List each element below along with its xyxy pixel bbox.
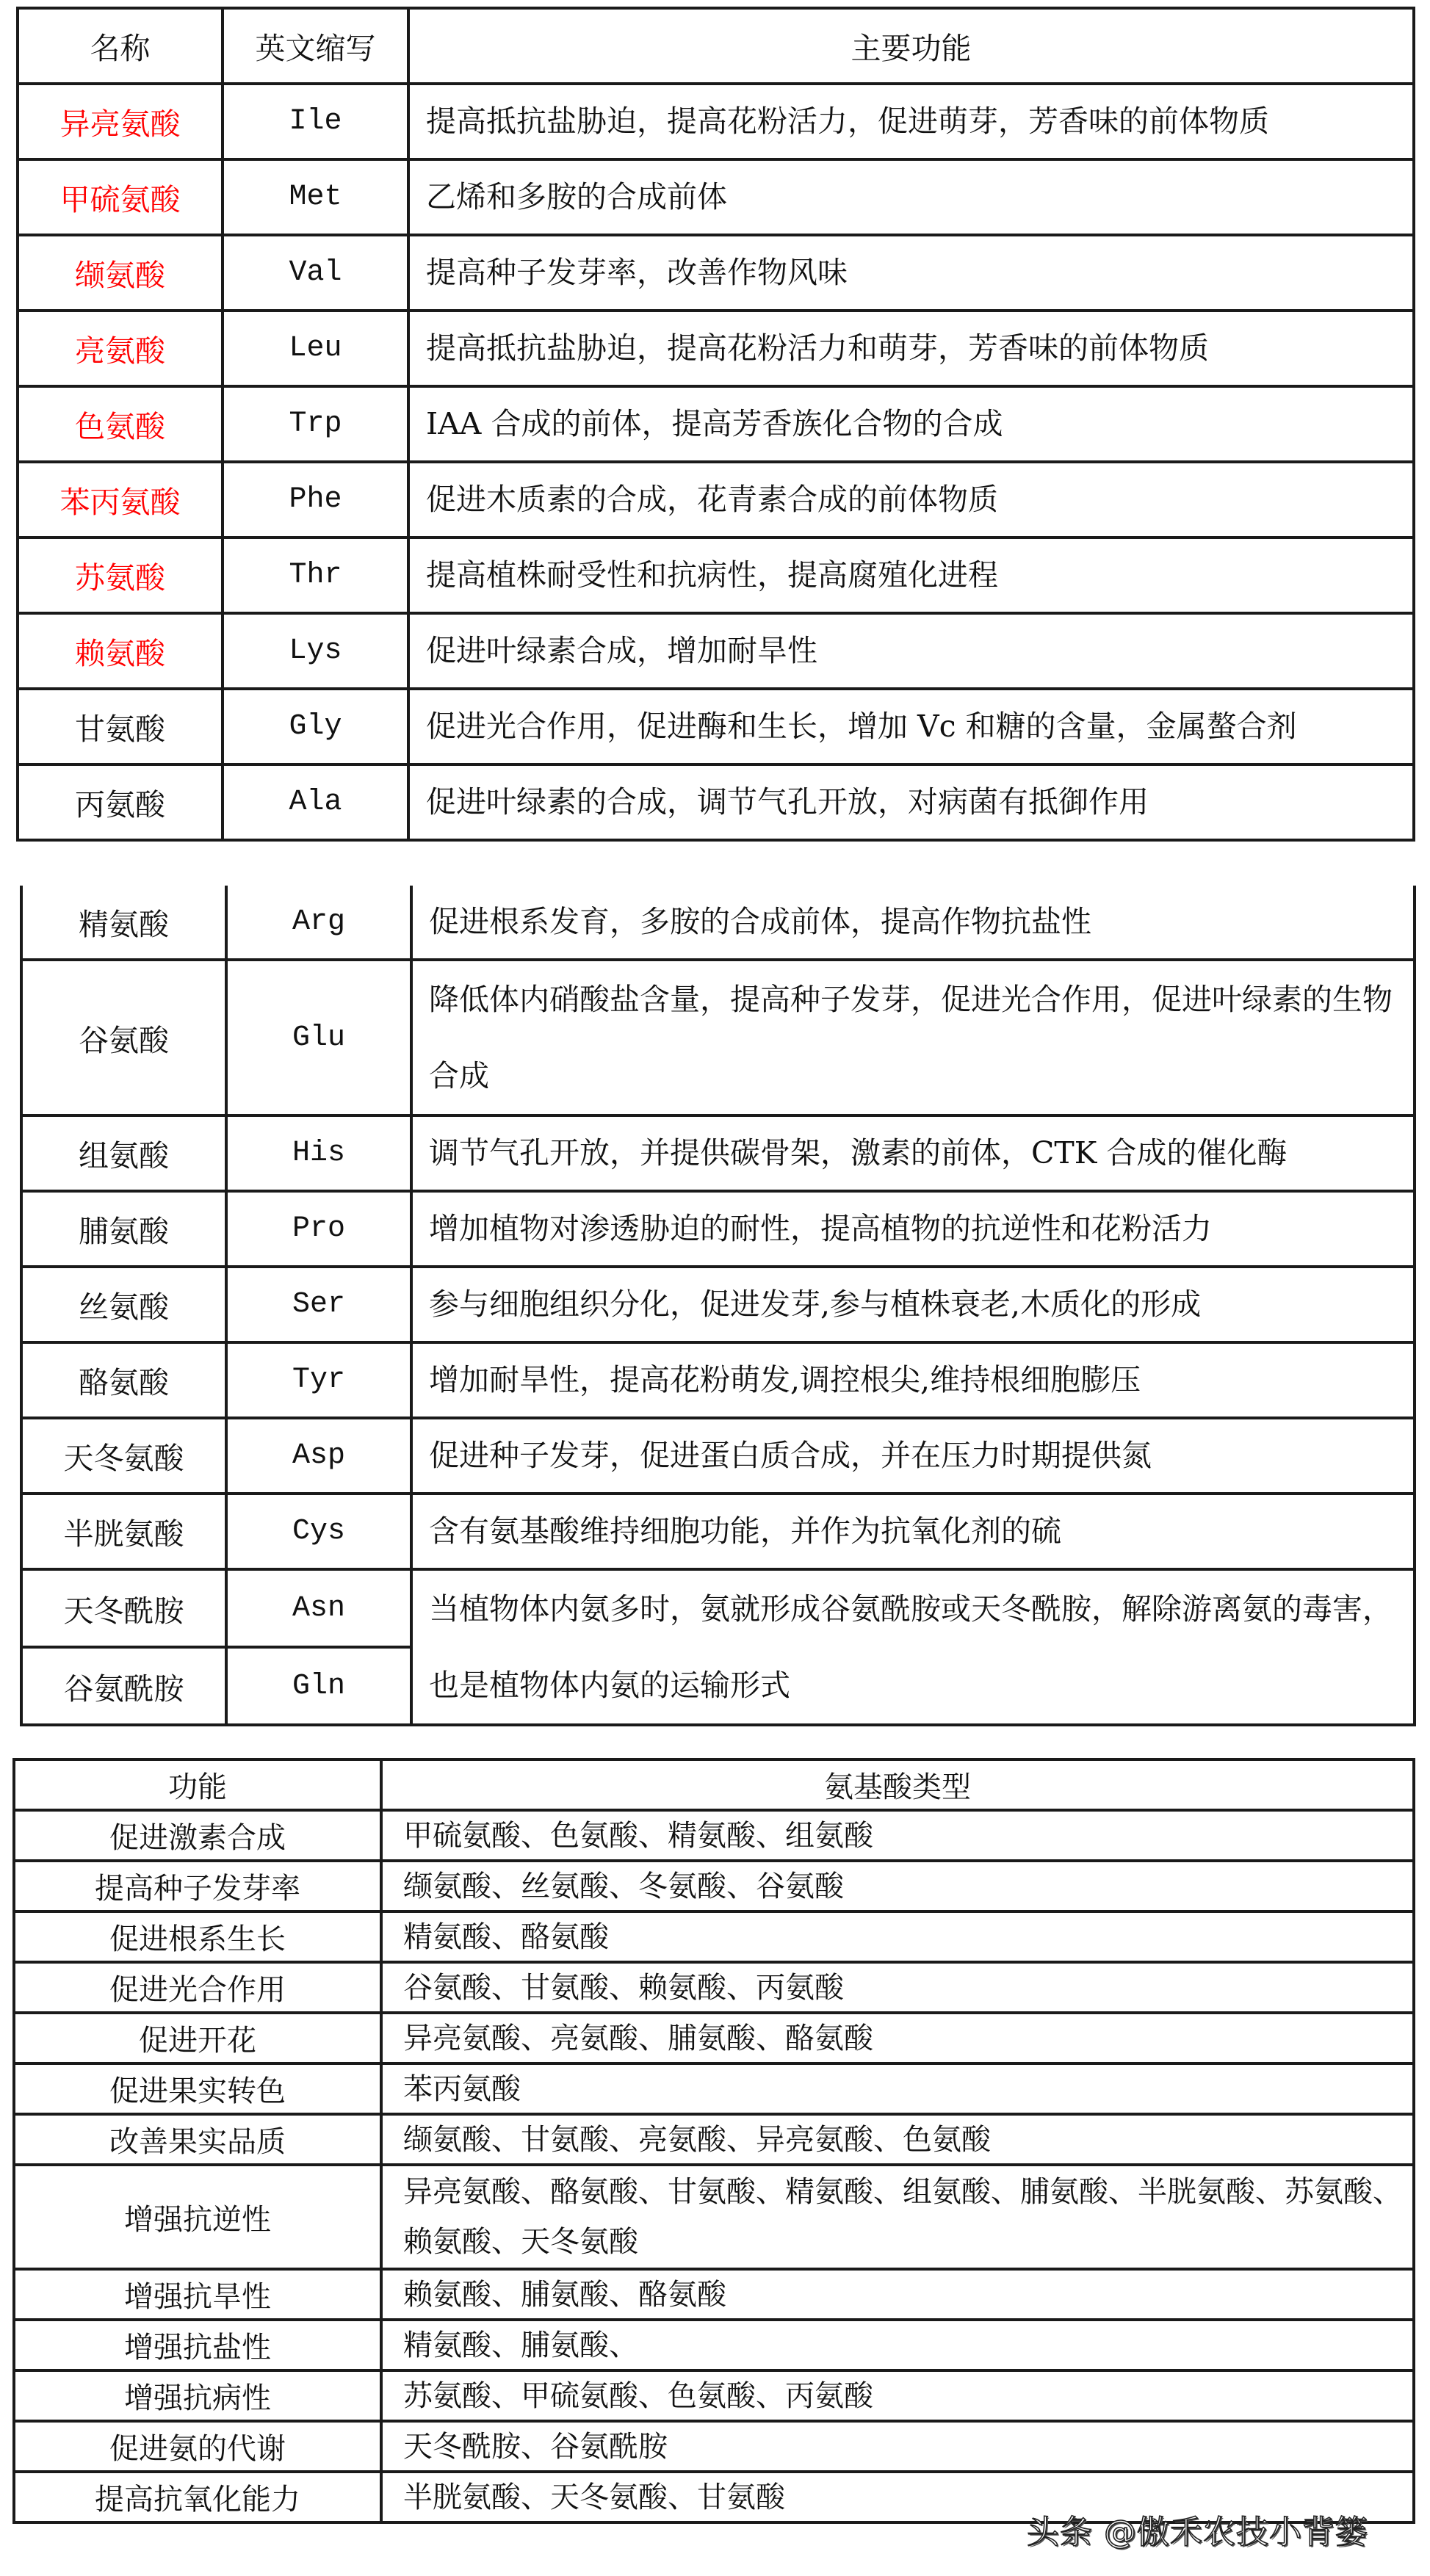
amino-acid-name: 半胱氨酸 <box>21 1494 226 1569</box>
function-label: 提高抗氧化能力 <box>14 2472 381 2522</box>
amino-acid-abbr: Gln <box>226 1647 411 1725</box>
amino-acid-list: 缬氨酸、甘氨酸、亮氨酸、异亮氨酸、色氨酸 <box>381 2114 1414 2165</box>
amino-acid-function: 参与细胞组织分化，促进发芽,参与植株衰老,木质化的形成 <box>411 1267 1415 1342</box>
amino-acid-name: 丝氨酸 <box>21 1267 226 1342</box>
table-row <box>21 1191 1415 1267</box>
amino-acid-name: 缬氨酸 <box>18 235 223 311</box>
table-row <box>18 462 1414 538</box>
table-row <box>18 235 1414 311</box>
amino-acid-name: 苯丙氨酸 <box>18 462 223 538</box>
amino-acid-function: 乙烯和多胺的合成前体 <box>408 159 1414 235</box>
table-header-row <box>14 1759 1414 1810</box>
amino-acid-abbr: Ile <box>223 84 408 159</box>
table-row <box>14 2165 1414 2269</box>
amino-acid-function: 促进叶绿素合成，增加耐旱性 <box>408 613 1414 689</box>
function-label: 促进激素合成 <box>14 1810 381 1861</box>
function-label: 促进果实转色 <box>14 2063 381 2114</box>
amino-acid-abbr: Ser <box>226 1267 411 1342</box>
amino-acid-abbr: Met <box>223 159 408 235</box>
table-row <box>18 159 1414 235</box>
table-row <box>21 960 1415 1115</box>
amino-acid-name: 谷氨酰胺 <box>21 1647 226 1725</box>
amino-acid-name: 甲硫氨酸 <box>18 159 223 235</box>
header-function: 主要功能 <box>408 8 1414 84</box>
amino-acid-abbr: Trp <box>223 386 408 462</box>
amino-acid-function: 提高抵抗盐胁迫，提高花粉活力，促进萌芽，芳香味的前体物质 <box>408 84 1414 159</box>
header-name: 名称 <box>18 8 223 84</box>
function-label: 增强抗病性 <box>14 2370 381 2421</box>
table-row <box>21 886 1415 960</box>
table-row <box>21 1569 1415 1647</box>
amino-acid-list: 半胱氨酸、天冬氨酸、甘氨酸 <box>381 2472 1414 2522</box>
amino-acid-function-merged: 当植物体内氨多时，氨就形成谷氨酰胺或天冬酰胺，解除游离氨的毒害，也是植物体内氨的运输形式 <box>411 1569 1415 1725</box>
amino-acid-name: 天冬氨酸 <box>21 1418 226 1494</box>
amino-acid-function: 调节气孔开放，并提供碳骨架，激素的前体，CTK 合成的催化酶 <box>411 1115 1415 1191</box>
header-abbr: 英文缩写 <box>223 8 408 84</box>
table-row <box>18 689 1414 764</box>
function-to-amino-acid-table <box>12 1758 1415 2524</box>
amino-acid-name: 谷氨酸 <box>21 960 226 1115</box>
amino-acid-abbr: His <box>226 1115 411 1191</box>
amino-acid-abbr: Pro <box>226 1191 411 1267</box>
amino-acid-function: 提高种子发芽率，改善作物风味 <box>408 235 1414 311</box>
table-row <box>18 764 1414 840</box>
amino-acid-abbr: Phe <box>223 462 408 538</box>
amino-acid-list: 甲硫氨酸、色氨酸、精氨酸、组氨酸 <box>381 1810 1414 1861</box>
function-label: 促进氨的代谢 <box>14 2421 381 2472</box>
amino-acid-function-table-part2 <box>20 886 1416 1726</box>
table-row <box>14 1810 1414 1861</box>
table-row <box>14 1861 1414 1911</box>
table-row <box>14 2370 1414 2421</box>
amino-acid-list: 缬氨酸、丝氨酸、冬氨酸、谷氨酸 <box>381 1861 1414 1911</box>
amino-acid-abbr: Val <box>223 235 408 311</box>
amino-acid-name: 甘氨酸 <box>18 689 223 764</box>
table-row <box>21 1342 1415 1418</box>
table-row <box>14 2421 1414 2472</box>
table-row <box>21 1267 1415 1342</box>
amino-acid-function: 提高抵抗盐胁迫，提高花粉活力和萌芽，芳香味的前体物质 <box>408 311 1414 386</box>
watermark: 头条 @傲禾农技小背篓 <box>1027 2514 1368 2551</box>
amino-acid-list: 苯丙氨酸 <box>381 2063 1414 2114</box>
table-row <box>21 1418 1415 1494</box>
amino-acid-abbr: Tyr <box>226 1342 411 1418</box>
amino-acid-name: 异亮氨酸 <box>18 84 223 159</box>
amino-acid-function: 提高植株耐受性和抗病性，提高腐殖化进程 <box>408 538 1414 613</box>
table-row <box>14 2269 1414 2320</box>
table-row <box>18 311 1414 386</box>
amino-acid-abbr: Asp <box>226 1418 411 1494</box>
amino-acid-function: 促进木质素的合成，花青素合成的前体物质 <box>408 462 1414 538</box>
amino-acid-list: 异亮氨酸、亮氨酸、脯氨酸、酪氨酸 <box>381 2013 1414 2063</box>
amino-acid-abbr: Asn <box>226 1569 411 1647</box>
amino-acid-abbr: Leu <box>223 311 408 386</box>
table-row <box>14 1962 1414 2013</box>
table-row <box>18 538 1414 613</box>
amino-acid-abbr: Glu <box>226 960 411 1115</box>
amino-acid-function: IAA 合成的前体，提高芳香族化合物的合成 <box>408 386 1414 462</box>
function-label: 增强抗盐性 <box>14 2320 381 2370</box>
amino-acid-function: 降低体内硝酸盐含量，提高种子发芽，促进光合作用，促进叶绿素的生物合成 <box>411 960 1415 1115</box>
amino-acid-function: 促进叶绿素的合成，调节气孔开放，对病菌有抵御作用 <box>408 764 1414 840</box>
amino-acid-abbr: Arg <box>226 886 411 960</box>
amino-acid-function: 促进种子发芽，促进蛋白质合成，并在压力时期提供氮 <box>411 1418 1415 1494</box>
function-label: 改善果实品质 <box>14 2114 381 2165</box>
amino-acid-function: 促进根系发育，多胺的合成前体，提高作物抗盐性 <box>411 886 1415 960</box>
amino-acid-list: 精氨酸、脯氨酸、 <box>381 2320 1414 2370</box>
amino-acid-name: 苏氨酸 <box>18 538 223 613</box>
amino-acid-abbr: Cys <box>226 1494 411 1569</box>
amino-acid-name: 赖氨酸 <box>18 613 223 689</box>
header-amino-acid-types: 氨基酸类型 <box>381 1759 1414 1810</box>
amino-acid-abbr: Ala <box>223 764 408 840</box>
amino-acid-list: 赖氨酸、脯氨酸、酪氨酸 <box>381 2269 1414 2320</box>
amino-acid-name: 精氨酸 <box>21 886 226 960</box>
table-row <box>21 1494 1415 1569</box>
amino-acid-function: 增加耐旱性，提高花粉萌发,调控根尖,维持根细胞膨压 <box>411 1342 1415 1418</box>
amino-acid-list: 异亮氨酸、酪氨酸、甘氨酸、精氨酸、组氨酸、脯氨酸、半胱氨酸、苏氨酸、赖氨酸、天冬氨酸 <box>381 2165 1414 2269</box>
amino-acid-name: 酪氨酸 <box>21 1342 226 1418</box>
function-label: 促进光合作用 <box>14 1962 381 2013</box>
table-row <box>14 2114 1414 2165</box>
function-label: 增强抗逆性 <box>14 2165 381 2269</box>
table-row <box>18 84 1414 159</box>
amino-acid-abbr: Lys <box>223 613 408 689</box>
amino-acid-list: 谷氨酸、甘氨酸、赖氨酸、丙氨酸 <box>381 1962 1414 2013</box>
amino-acid-abbr: Gly <box>223 689 408 764</box>
amino-acid-list: 精氨酸、酪氨酸 <box>381 1911 1414 1962</box>
table-row <box>14 1911 1414 1962</box>
function-label: 促进开花 <box>14 2013 381 2063</box>
amino-acid-name: 组氨酸 <box>21 1115 226 1191</box>
table-row <box>18 613 1414 689</box>
amino-acid-name: 亮氨酸 <box>18 311 223 386</box>
amino-acid-abbr: Thr <box>223 538 408 613</box>
amino-acid-list: 苏氨酸、甲硫氨酸、色氨酸、丙氨酸 <box>381 2370 1414 2421</box>
table-row <box>18 386 1414 462</box>
amino-acid-name: 丙氨酸 <box>18 764 223 840</box>
table-row <box>14 2063 1414 2114</box>
amino-acid-name: 脯氨酸 <box>21 1191 226 1267</box>
amino-acid-function: 增加植物对渗透胁迫的耐性，提高植物的抗逆性和花粉活力 <box>411 1191 1415 1267</box>
table-row <box>21 1115 1415 1191</box>
amino-acid-function: 含有氨基酸维持细胞功能，并作为抗氧化剂的硫 <box>411 1494 1415 1569</box>
amino-acid-list: 天冬酰胺、谷氨酰胺 <box>381 2421 1414 2472</box>
table-row <box>14 2320 1414 2370</box>
header-function: 功能 <box>14 1759 381 1810</box>
amino-acid-function: 促进光合作用，促进酶和生长，增加 Vc 和糖的含量，金属螯合剂 <box>408 689 1414 764</box>
function-label: 提高种子发芽率 <box>14 1861 381 1911</box>
table-row <box>14 2013 1414 2063</box>
function-label: 促进根系生长 <box>14 1911 381 1962</box>
table-header-row <box>18 8 1414 84</box>
amino-acid-name: 天冬酰胺 <box>21 1569 226 1647</box>
function-label: 增强抗旱性 <box>14 2269 381 2320</box>
amino-acid-function-table-part1 <box>16 7 1415 842</box>
amino-acid-name: 色氨酸 <box>18 386 223 462</box>
